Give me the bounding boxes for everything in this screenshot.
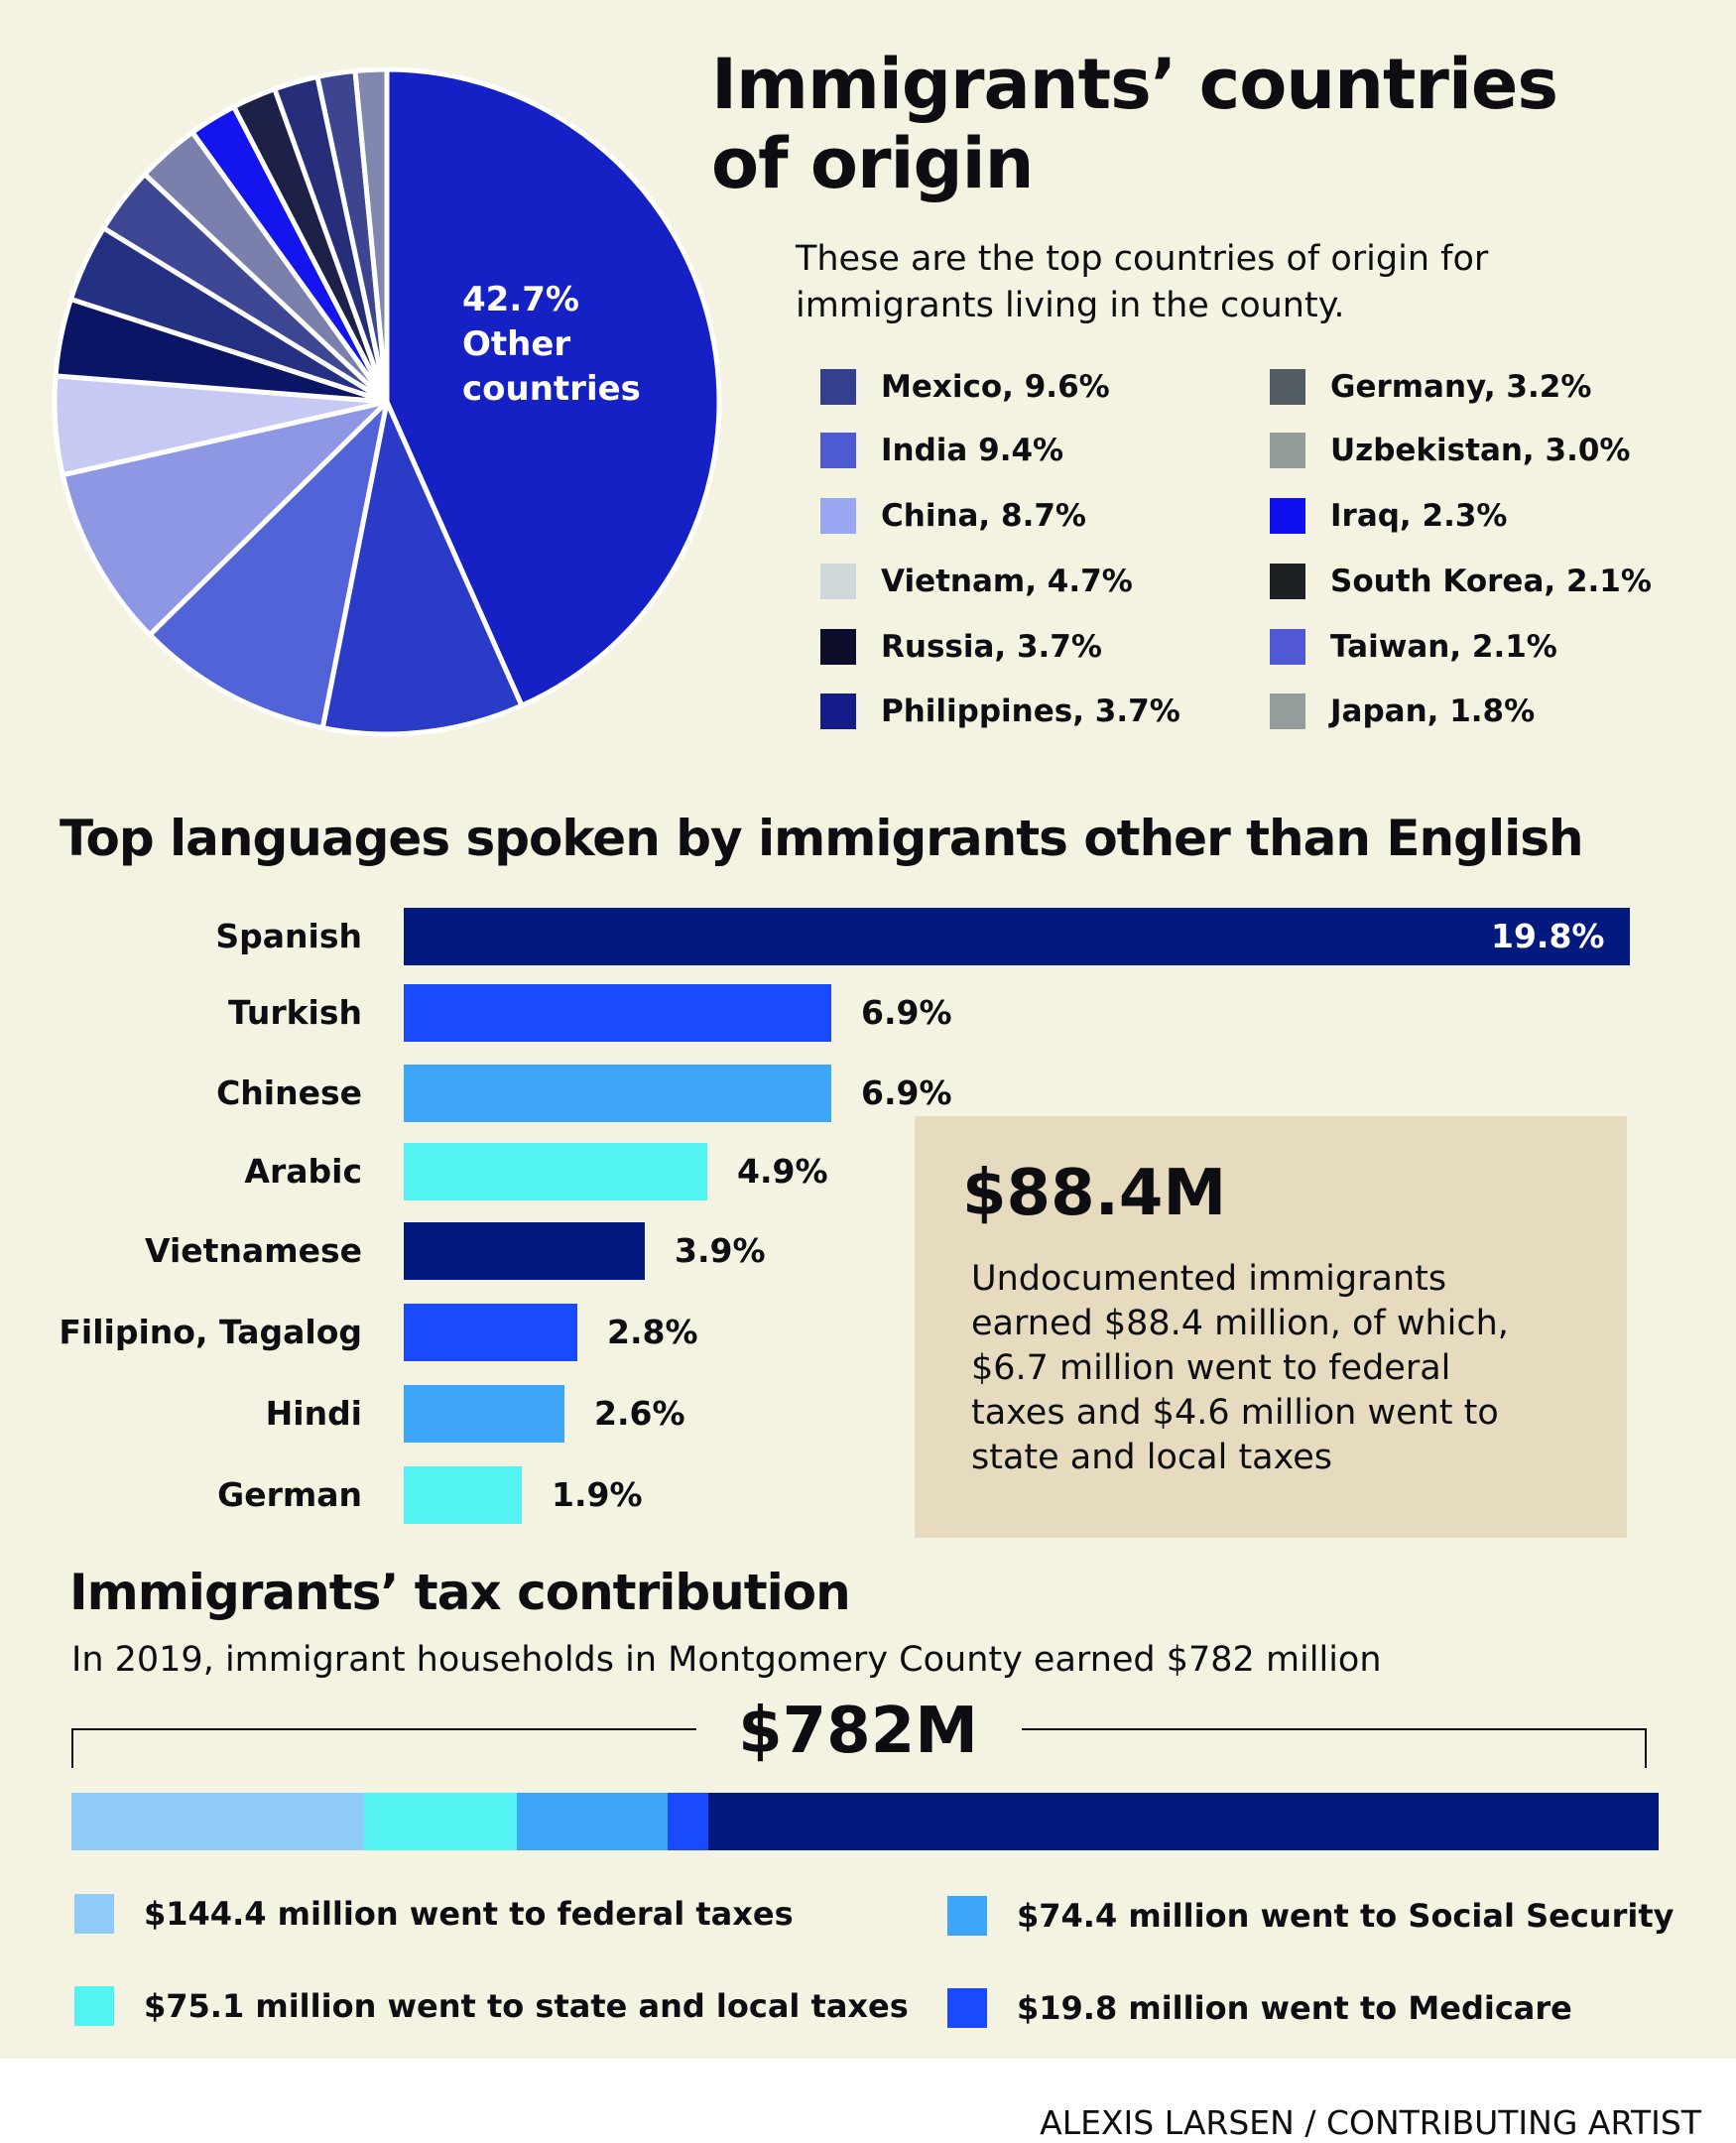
total-bracket-left-tick [71, 1728, 73, 1768]
origin-legend-item [1270, 562, 1652, 601]
legend-label: South Korea, 2.1% [1330, 564, 1652, 599]
origin-subtitle-line1: These are the top countries of origin for [796, 239, 1489, 279]
legend-label: Japan, 1.8% [1330, 693, 1536, 729]
language-label: Turkish [227, 993, 362, 1032]
origin-legend-item [820, 431, 1063, 470]
callout-text [971, 1257, 1509, 1480]
legend-label: Germany, 3.2% [1330, 369, 1592, 405]
legend-swatch [820, 369, 856, 405]
legend-swatch [947, 1896, 987, 1936]
total-bracket-left-line [71, 1728, 696, 1730]
tax-bar-segment [364, 1793, 517, 1850]
language-label: Filipino, Tagalog [59, 1313, 362, 1351]
legend-swatch [820, 693, 856, 729]
undocumented-callout [915, 1116, 1627, 1538]
legend-swatch [820, 564, 856, 599]
legend-swatch [74, 1986, 114, 2026]
origin-legend-item [1270, 692, 1535, 731]
language-value-label: 3.9% [675, 1231, 766, 1270]
legend-swatch [1270, 693, 1305, 729]
pie-label [462, 278, 641, 412]
total-bracket-right-line [1022, 1728, 1647, 1730]
language-bar [404, 984, 831, 1042]
origin-legend-item [820, 692, 1180, 731]
tax-legend-label: $144.4 million went to federal taxes [144, 1895, 794, 1933]
origin-legend-item [1270, 496, 1507, 536]
pie-label-value: 42.7% [462, 280, 579, 319]
legend-swatch [1270, 629, 1305, 665]
language-label: Hindi [265, 1394, 362, 1433]
language-value-label: 6.9% [861, 993, 952, 1032]
legend-swatch [820, 433, 856, 468]
legend-label: Vietnam, 4.7% [881, 564, 1133, 599]
tax-bar-segment [708, 1793, 1660, 1850]
origin-legend-item [1270, 431, 1630, 470]
language-value-label: 4.9% [737, 1152, 828, 1191]
language-bar [404, 1304, 577, 1361]
callout-line: Undocumented immigrants [971, 1259, 1447, 1299]
language-value-label: 6.9% [861, 1073, 952, 1112]
legend-label: Russia, 3.7% [881, 629, 1102, 665]
origin-legend-item [820, 367, 1110, 407]
languages-title: Top languages spoken by immigrants other than English [60, 810, 1583, 867]
legend-swatch [1270, 498, 1305, 534]
legend-swatch [74, 1894, 114, 1934]
origin-title-line2: of origin [711, 123, 1034, 204]
legend-label: Iraq, 2.3% [1330, 498, 1508, 534]
legend-swatch [1270, 433, 1305, 468]
tax-legend-item [947, 1987, 1572, 2029]
pie-label-line2: countries [462, 369, 641, 409]
callout-line: state and local taxes [971, 1438, 1333, 1477]
language-label: Chinese [216, 1073, 362, 1112]
legend-swatch [820, 498, 856, 534]
language-label: Vietnamese [145, 1231, 362, 1270]
origin-legend-item [1270, 627, 1557, 667]
language-value-label: 2.8% [607, 1313, 698, 1351]
tax-bar-segment [71, 1793, 365, 1850]
origin-legend-item [1270, 367, 1591, 407]
language-value-label: 2.6% [594, 1394, 685, 1433]
language-bar [404, 1385, 564, 1443]
tax-subtitle: In 2019, immigrant households in Montgomery County earned $782 million [71, 1640, 1382, 1680]
tax-legend-item [947, 1895, 1674, 1937]
tax-legend-item [74, 1985, 909, 2027]
legend-label: Taiwan, 2.1% [1330, 629, 1557, 665]
legend-label: China, 8.7% [881, 498, 1086, 534]
language-bar [404, 1222, 645, 1280]
legend-swatch [1270, 369, 1305, 405]
artist-credit: ALEXIS LARSEN / CONTRIBUTING ARTIST [1040, 2103, 1701, 2142]
origin-subtitle [796, 236, 1488, 329]
language-label: German [217, 1475, 362, 1514]
origin-title [711, 45, 1557, 203]
callout-line: $6.7 million went to federal [971, 1348, 1451, 1388]
tax-legend-label: $74.4 million went to Social Security [1017, 1897, 1674, 1935]
legend-label: Uzbekistan, 3.0% [1330, 433, 1631, 468]
language-value-label: 19.8% [1491, 917, 1605, 955]
origin-legend-item [820, 496, 1086, 536]
pie-label-line1: Other [462, 324, 571, 364]
tax-title: Immigrants’ tax contribution [69, 1564, 850, 1621]
origin-legend-item [820, 627, 1102, 667]
origin-title-line1: Immigrants’ countries [711, 44, 1558, 125]
callout-amount: $88.4M [962, 1157, 1227, 1230]
legend-swatch [820, 629, 856, 665]
legend-label: Mexico, 9.6% [881, 369, 1110, 405]
language-bar [404, 1065, 831, 1122]
legend-label: Philippines, 3.7% [881, 693, 1180, 729]
legend-label: India 9.4% [881, 433, 1064, 468]
tax-legend-item [74, 1893, 794, 1935]
language-bar [404, 908, 1630, 965]
tax-bar-segment [668, 1793, 708, 1850]
origin-subtitle-line2: immigrants living in the county. [796, 286, 1345, 325]
language-label: Spanish [215, 917, 362, 955]
total-label: $782M [738, 1695, 978, 1768]
legend-swatch [1270, 564, 1305, 599]
language-value-label: 1.9% [552, 1475, 643, 1514]
tax-legend-label: $75.1 million went to state and local taxes [144, 1987, 909, 2025]
tax-legend-label: $19.8 million went to Medicare [1017, 1989, 1572, 2027]
language-label: Arabic [244, 1152, 362, 1191]
language-bar [404, 1466, 522, 1524]
callout-line: taxes and $4.6 million went to [971, 1393, 1499, 1433]
callout-line: earned $88.4 million, of which, [971, 1304, 1509, 1343]
legend-swatch [947, 1988, 987, 2028]
language-bar [404, 1143, 707, 1200]
total-bracket-right-tick [1645, 1728, 1647, 1768]
tax-bar-segment [517, 1793, 669, 1850]
tax-stacked-bar [71, 1793, 1659, 1850]
origin-legend-item [820, 562, 1133, 601]
